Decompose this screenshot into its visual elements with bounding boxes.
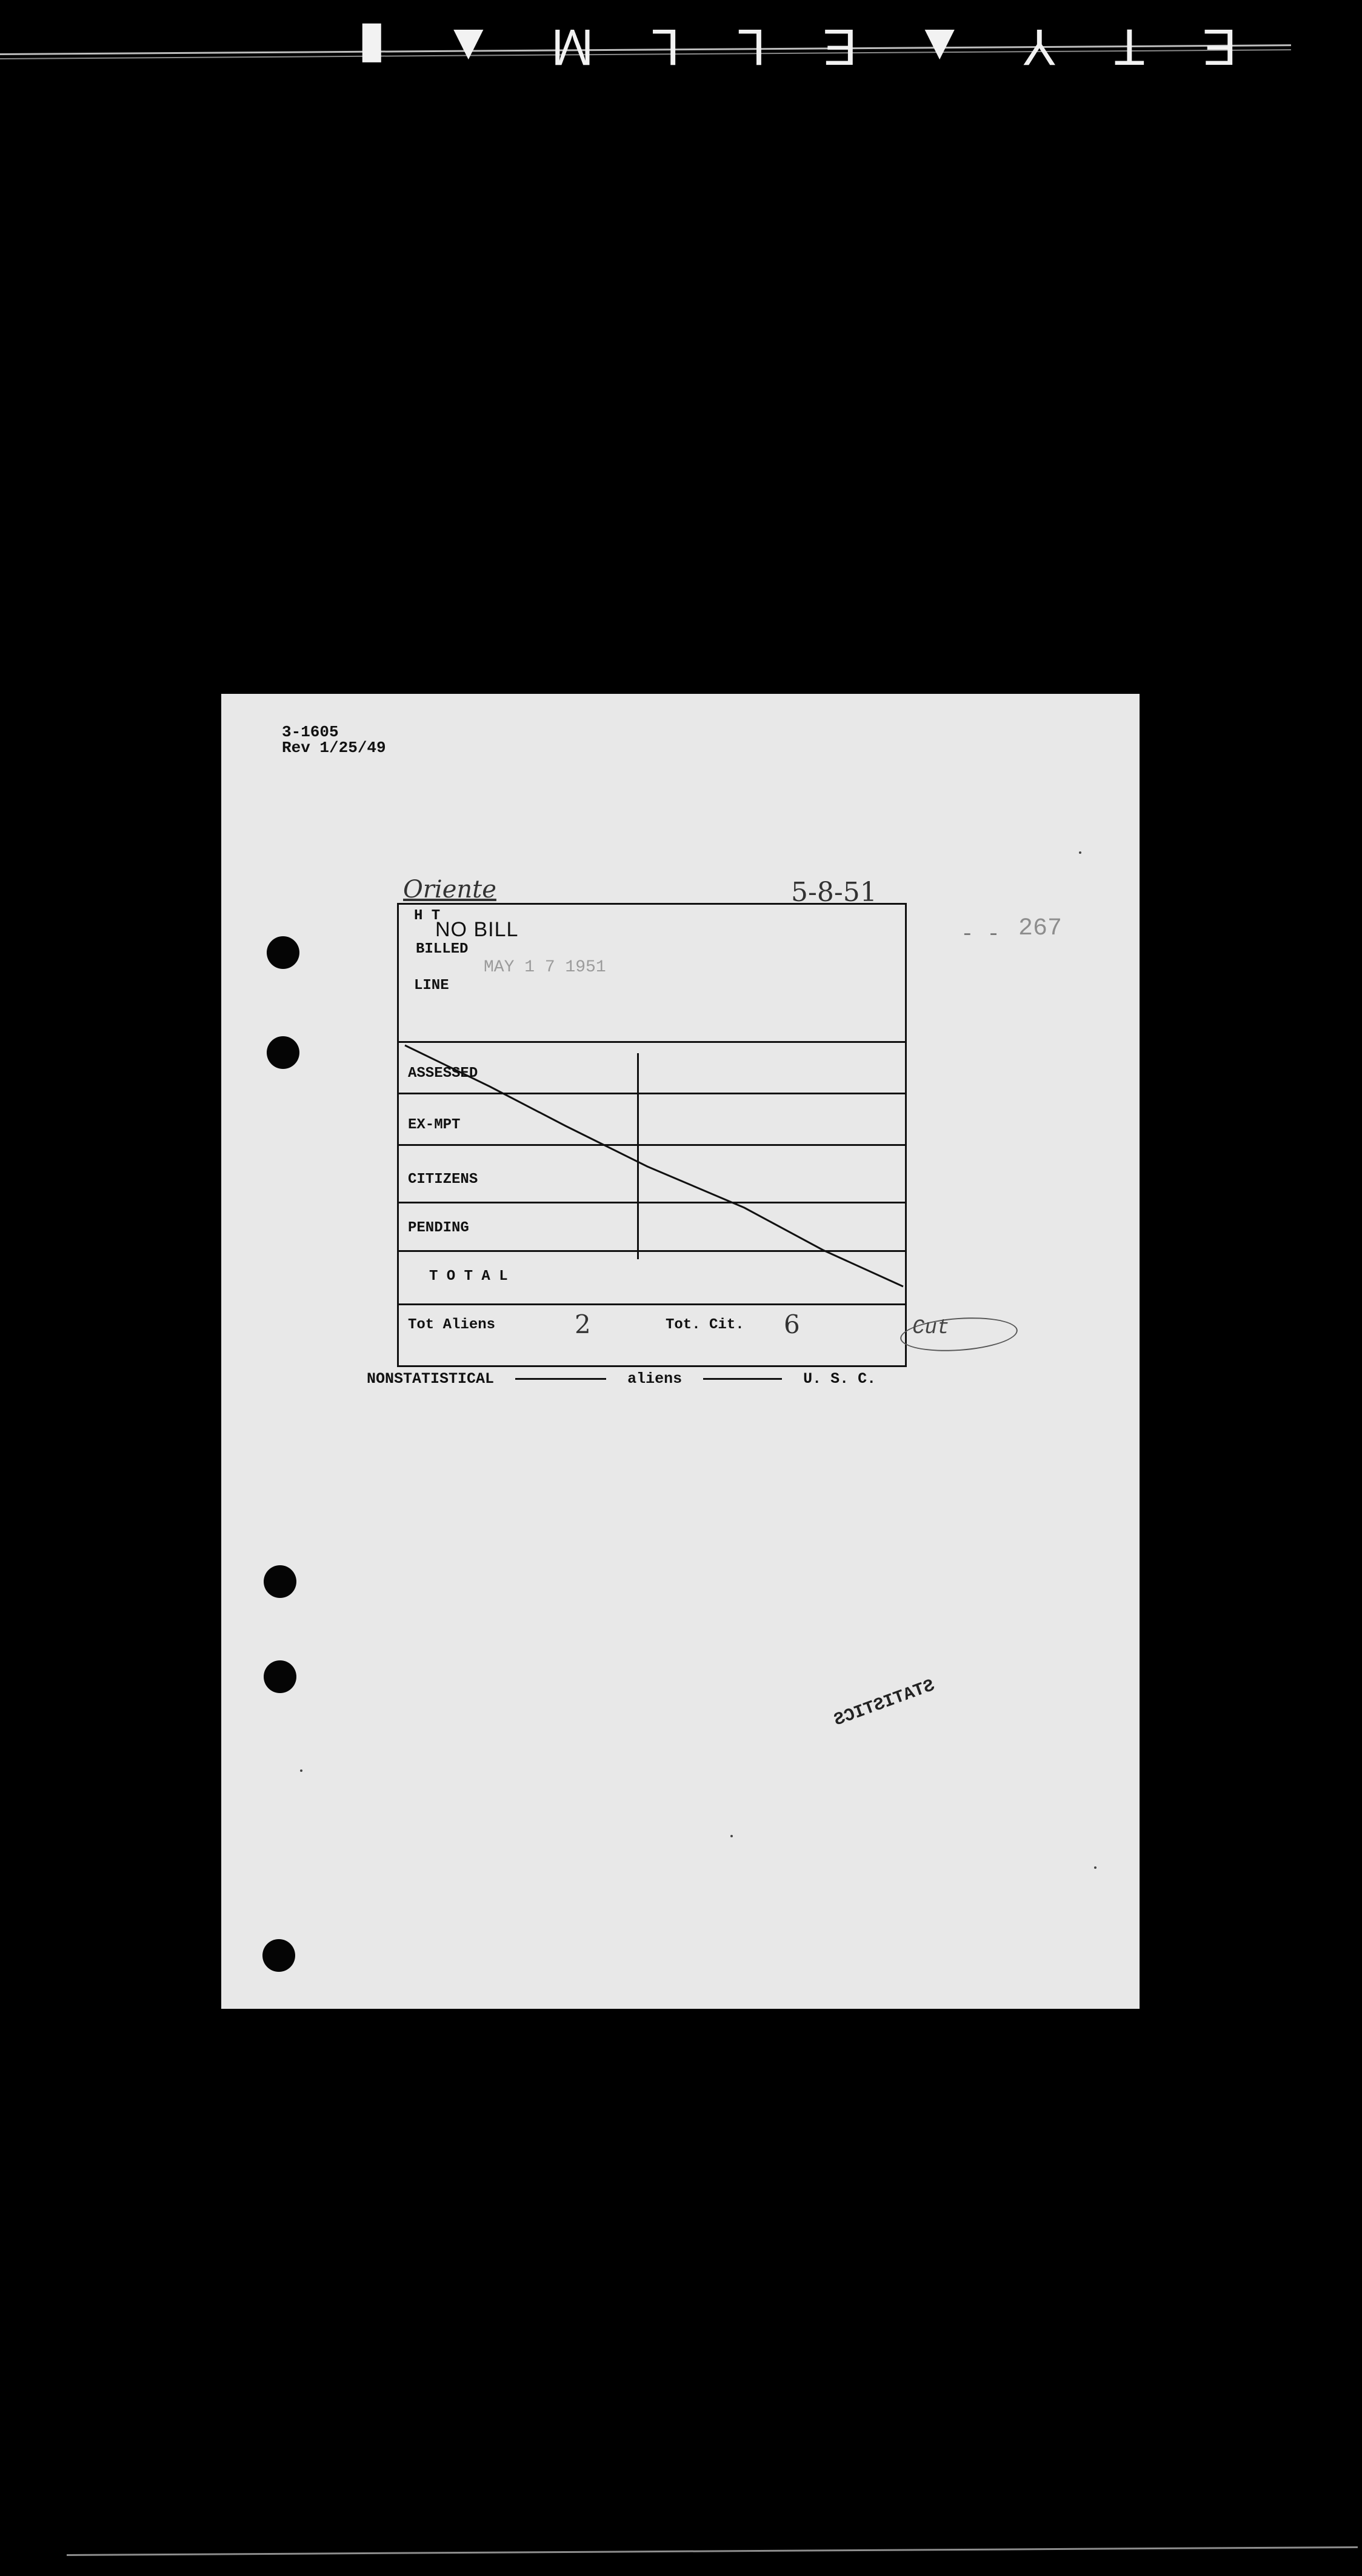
label-exempt: EX-MPT: [408, 1117, 461, 1133]
punch-hole: [262, 1939, 295, 1972]
film-letter: ▲: [914, 19, 965, 76]
label-billed: BILLED: [416, 941, 469, 957]
film-letter: T: [1113, 19, 1146, 76]
label-tot-cit: Tot. Cit.: [666, 1317, 744, 1333]
speck: [730, 1835, 733, 1837]
film-letter: L: [651, 19, 680, 76]
film-letter: L: [736, 19, 766, 76]
aliens-label: aliens: [627, 1370, 683, 1388]
blank-line: [703, 1378, 782, 1380]
speck: [1079, 851, 1081, 854]
film-strip-label: [358, 17, 1237, 78]
label-total: T O T A L: [429, 1268, 508, 1285]
signature-initials: Cut: [912, 1317, 950, 1340]
speck: [300, 1769, 302, 1772]
film-letter: M: [551, 19, 594, 76]
nonstatistical-line: [367, 1370, 876, 1388]
label-pending: PENDING: [408, 1220, 469, 1236]
value-tot-aliens: 2: [575, 1310, 591, 1339]
manifest-date: 5-8-51: [791, 877, 877, 908]
label-line: LINE: [414, 977, 449, 994]
nonstatistical-label: NONSTATISTICAL: [367, 1370, 495, 1388]
vessel-name: Oriente: [403, 876, 496, 904]
film-letter: E: [1202, 19, 1237, 76]
form-number: 3-1605 Rev 1/25/49: [282, 723, 386, 757]
film-letter: ▮: [358, 19, 386, 76]
no-bill-stamp: NO BILL: [435, 918, 519, 941]
speck: [1094, 1866, 1097, 1869]
statistics-form-box: [397, 903, 907, 1367]
document-page: [221, 694, 1140, 2009]
usc-label: U. S. C.: [803, 1370, 876, 1388]
punch-hole: [264, 1565, 296, 1598]
stamp-dash: - -: [961, 922, 1000, 947]
blank-line: [515, 1378, 606, 1380]
film-letter: E: [823, 19, 857, 76]
label-ht: H T: [414, 908, 441, 924]
film-letter: ▲: [443, 19, 494, 76]
film-letter: Y: [1022, 19, 1057, 76]
label-assessed: ASSESSED: [408, 1065, 478, 1082]
cancel-strike-line: [399, 905, 905, 1365]
stamp-number: 267: [1018, 915, 1063, 942]
punch-hole: [267, 1036, 299, 1069]
billed-date-stamp: MAY 1 7 1951: [484, 958, 606, 977]
label-citizens: CITIZENS: [408, 1171, 478, 1188]
film-bottom-line: [67, 2546, 1358, 2556]
label-tot-aliens: Tot Aliens: [408, 1317, 496, 1333]
punch-hole: [264, 1660, 296, 1693]
statistics-stamp: STATISTICS: [831, 1676, 938, 1731]
value-tot-cit: 6: [784, 1310, 800, 1339]
punch-hole: [267, 936, 299, 969]
